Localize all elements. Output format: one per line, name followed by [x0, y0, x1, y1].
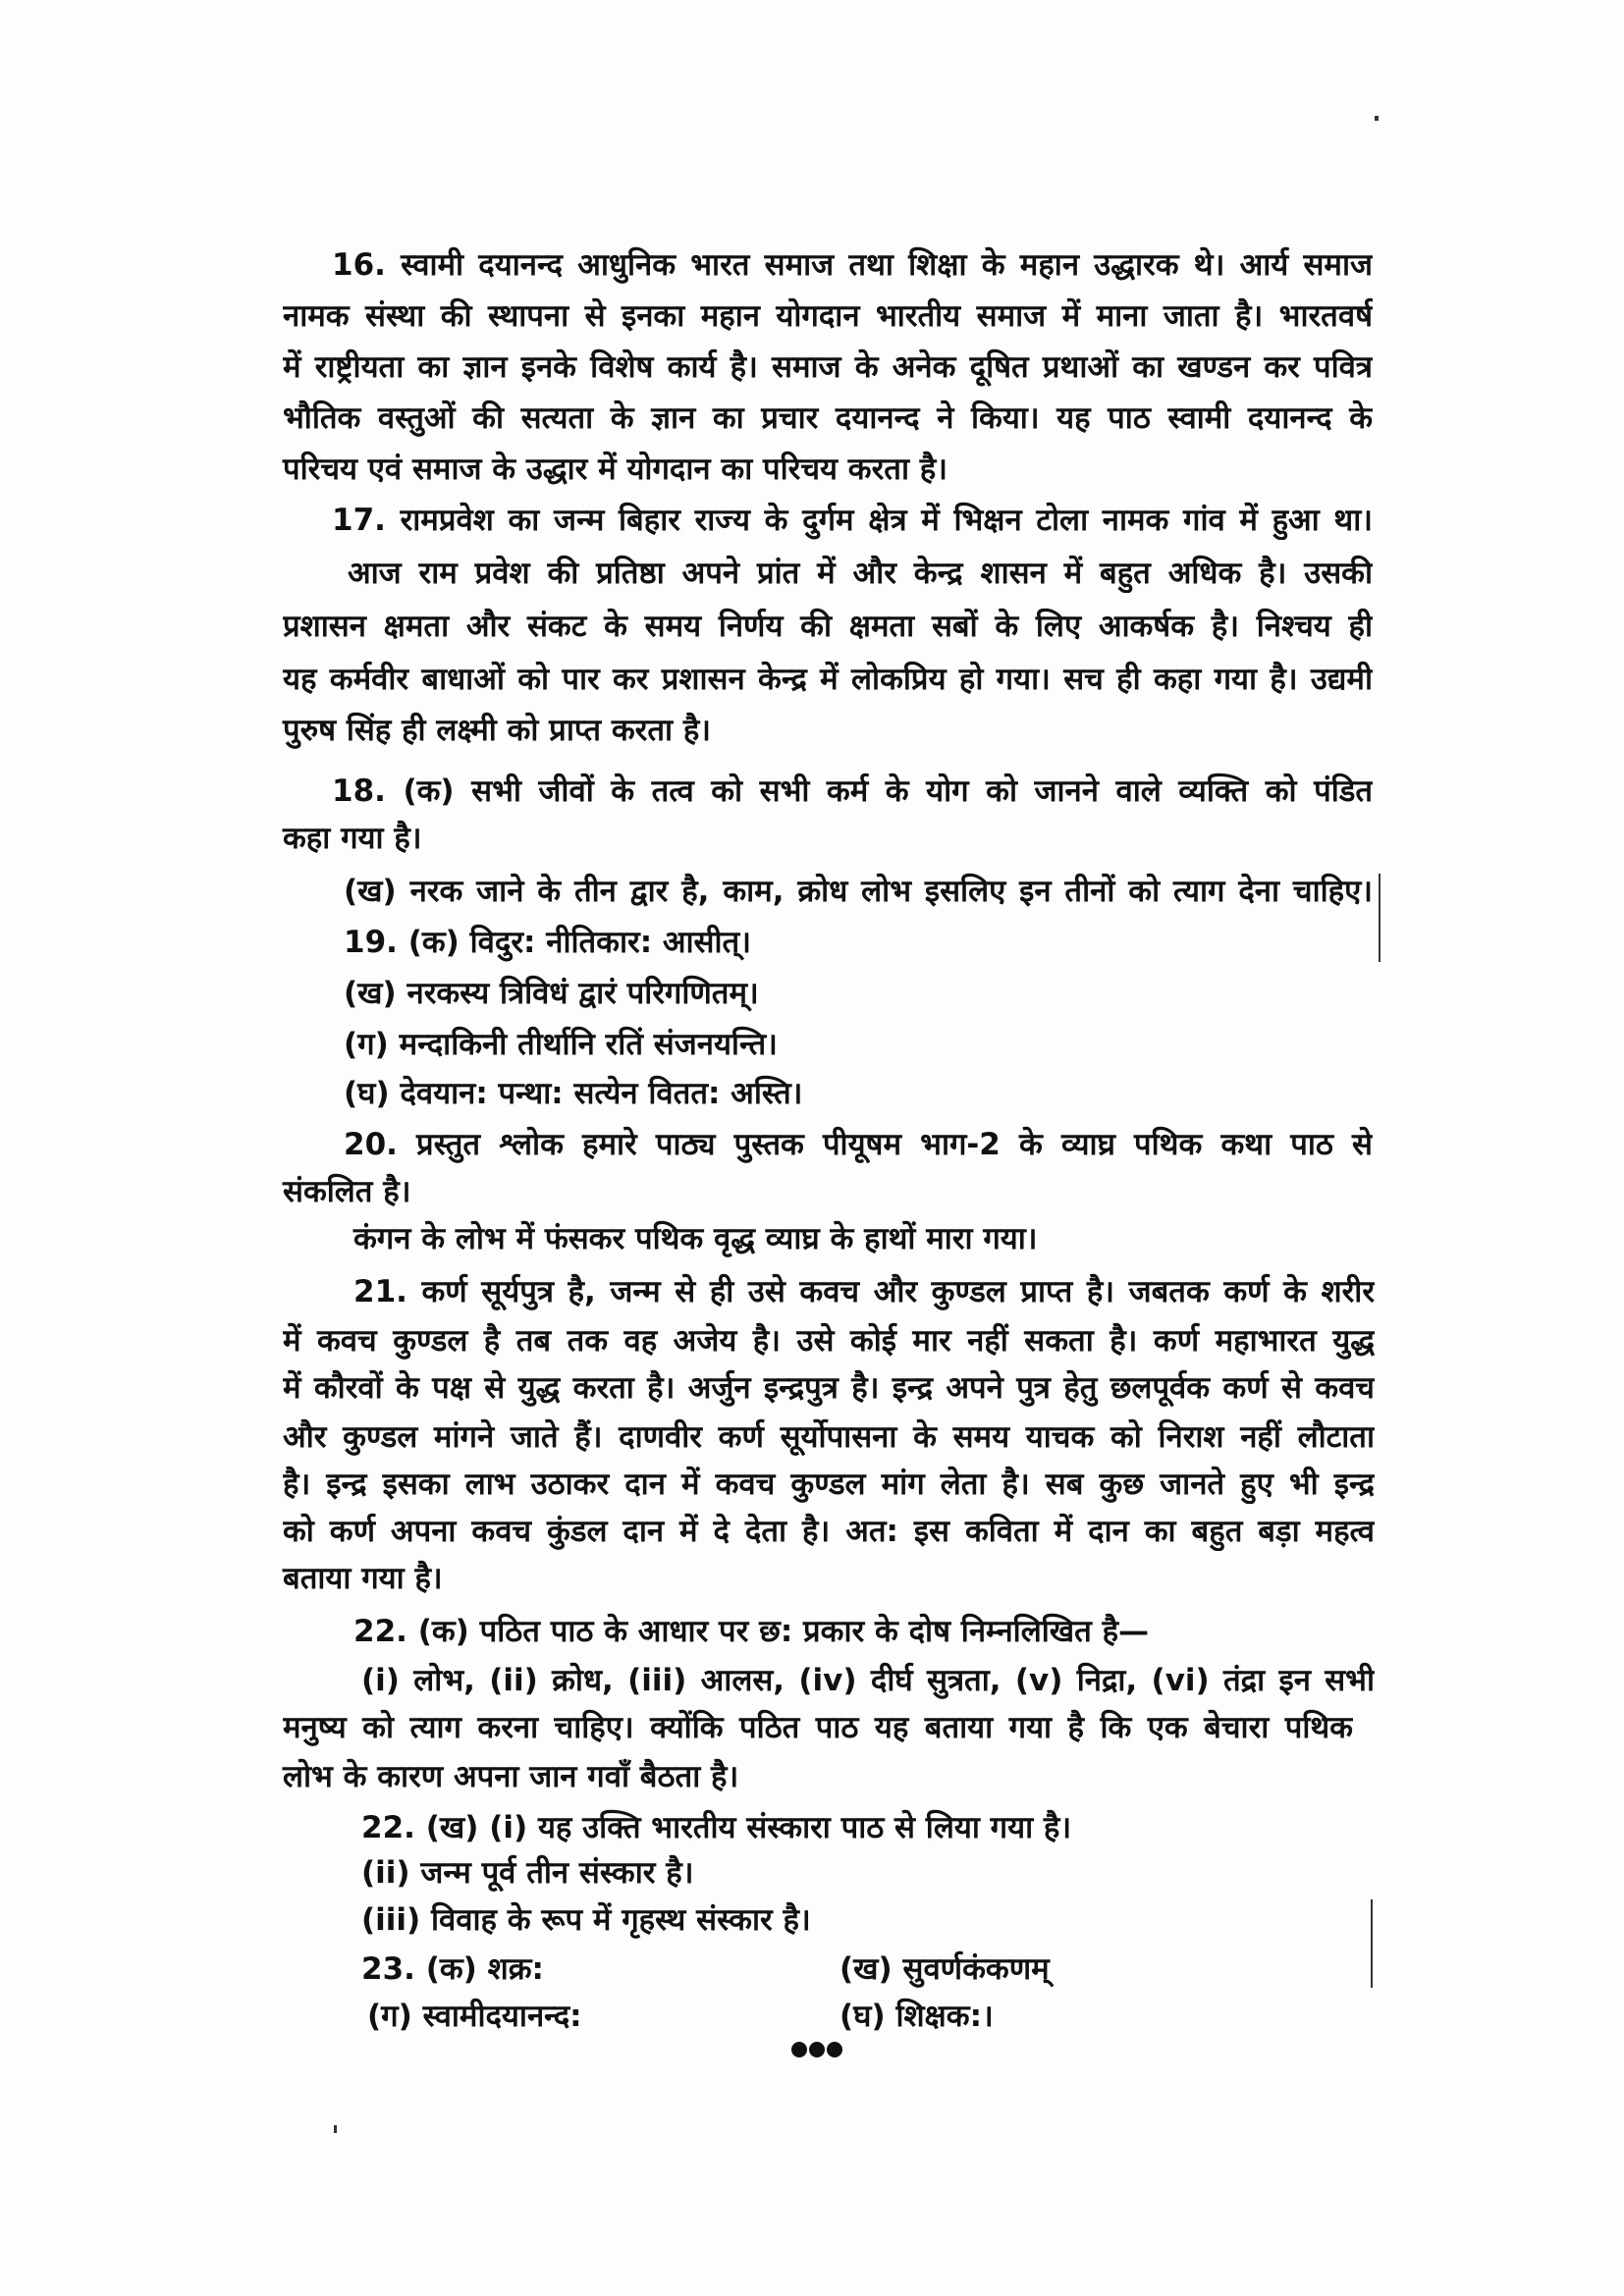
text-line: 16. स्वामी दयानन्द आधुनिक भारत समाज तथा शिक्षा के महान उद्धारक थे। आर्य समाज	[332, 247, 1373, 283]
text-line: लोभ के कारण अपना जान गवाँ बैठता है।	[283, 1759, 739, 1794]
text-line: (ख) नरक जाने के तीन द्वार है, काम, क्रोध लोभ इसलिए इन तीनों को त्याग देना चाहिए।	[344, 874, 1373, 909]
text-line: (घ) देवयान: पन्था: सत्येन वितत: अस्ति।	[344, 1076, 803, 1111]
text-line: में कवच कुण्डल है तब तक वह अजेय है। उसे कोई मार नहीं सकता है। कर्ण महाभारत युद्ध	[283, 1323, 1375, 1359]
text-line: 22. (ख) (i) यह उक्ति भारतीय संस्कारा पाठ से लिया गया है।	[361, 1810, 1072, 1845]
text-line: बताया गया है।	[283, 1561, 443, 1596]
text-line: (ग) मन्दाकिनी तीर्थानि रतिं संजनयन्ति।	[344, 1027, 778, 1062]
text-line: यह कर्मवीर बाधाओं को पार कर प्रशासन केन्द्र में लोकप्रिय हो गया। सच ही कहा गया है। उद्यमी	[283, 662, 1373, 697]
ornament-dot	[791, 2042, 807, 2057]
text-line: मनुष्य को त्याग करना चाहिए। क्योंकि पठित पाठ यह बताया गया है कि एक बेचारा पथिक	[283, 1710, 1353, 1745]
text-line: में राष्ट्रीयता का ज्ञान इनके विशेष कार्य है। समाज के अनेक दूषित प्रथाओं का खण्डन कर पवित्र	[283, 349, 1373, 385]
text-line: (iii) विवाह के रूप में गृहस्थ संस्कार है।	[361, 1902, 811, 1938]
ornament-dot	[809, 2042, 825, 2057]
text-line: प्रशासन क्षमता और संकट के समय निर्णय की क्षमता सबों के लिए आकर्षक है। निश्चय ही	[283, 609, 1373, 644]
text-line: (ग) स्वामीदयानन्द:	[367, 1999, 582, 2034]
text-line: को कर्ण अपना कवच कुंडल दान में दे देता है। अत: इस कविता में दान का बहुत बड़ा महत्व	[283, 1514, 1375, 1549]
text-line: परिचय एवं समाज के उद्धार में योगदान का परिचय करता है।	[283, 452, 947, 487]
text-line: और कुण्डल मांगने जाते हैं। दाणवीर कर्ण सूर्योपासना के समय याचक को निराश नहीं लौटाता	[283, 1419, 1375, 1455]
text-line: में कौरवों के पक्ष से युद्ध करता है। अर्जुन इन्द्रपुत्र है। इन्द्र अपने पुत्र हेतु छलपूर्वक कर्ण से कवच	[283, 1370, 1375, 1406]
text-line: 22. (क) पठित पाठ के आधार पर छ: प्रकार के दोष निम्नलिखित है—	[353, 1614, 1150, 1649]
text-line: (ख) नरकस्य त्रिविधं द्वारं परिगणितम्।	[344, 976, 759, 1011]
text-line: कहा गया है।	[283, 821, 422, 856]
scan-edge-mark	[1379, 874, 1380, 962]
text-line: (घ) शिक्षक:।	[839, 1999, 994, 2034]
text-line: (ख) सुवर्णकंकणम्	[839, 1951, 1050, 1987]
ornament-dot	[827, 2042, 842, 2057]
scan-speck	[334, 2125, 337, 2133]
text-line: भौतिक वस्तुओं की सत्यता के ज्ञान का प्रचार दयानन्द ने किया। यह पाठ स्वामी दयानन्द के	[283, 400, 1373, 436]
text-line: 18. (क) सभी जीवों के तत्व को सभी कर्म के योग को जानने वाले व्यक्ति को पंडित	[332, 774, 1373, 809]
text-line: संकलित है।	[283, 1174, 411, 1209]
text-line: (ii) जन्म पूर्व तीन संस्कार है।	[361, 1855, 694, 1891]
text-line: पुरुष सिंह ही लक्ष्मी को प्राप्त करता है।	[283, 713, 712, 748]
scan-edge-mark	[1371, 1899, 1373, 1988]
text-line: आज राम प्रवेश की प्रतिष्ठा अपने प्रांत में और केन्द्र शासन में बहुत अधिक है। उसकी	[348, 556, 1373, 591]
text-line: (i) लोभ, (ii) क्रोध, (iii) आलस, (iv) दीर्घ सुत्रता, (v) निद्रा, (vi) तंद्रा इन सभी	[361, 1663, 1375, 1698]
text-line: 21. कर्ण सूर्यपुत्र है, जन्म से ही उसे कवच और कुण्डल प्राप्त है। जबतक कर्ण के शरीर	[353, 1274, 1375, 1309]
scan-speck	[1375, 116, 1379, 121]
text-line: 20. प्रस्तुत श्लोक हमारे पाठ्य पुस्तक पीयूषम भाग-2 के व्याघ्र पथिक कथा पाठ से	[344, 1127, 1373, 1162]
text-line: नामक संस्था की स्थापना से इनका महान योगदान भारतीय समाज में माना जाता है। भारतवर्ष	[283, 298, 1373, 334]
text-line: 17. रामप्रवेश का जन्म बिहार राज्य के दुर्गम क्षेत्र में भिक्षन टोला नामक गांव में हुआ था।	[332, 503, 1373, 538]
text-line: है। इन्द्र इसका लाभ उठाकर दान में कवच कुण्डल मांग लेता है। सब कुछ जानते हुए भी इन्द्र	[283, 1467, 1375, 1502]
text-line: 19. (क) विदुर: नीतिकार: आसीत्।	[344, 925, 751, 960]
text-line: कंगन के लोभ में फंसकर पथिक वृद्ध व्याघ्र के हाथों मारा गया।	[353, 1221, 1038, 1256]
text-line: 23. (क) शक्र:	[361, 1951, 544, 1987]
end-ornament	[791, 2042, 842, 2057]
